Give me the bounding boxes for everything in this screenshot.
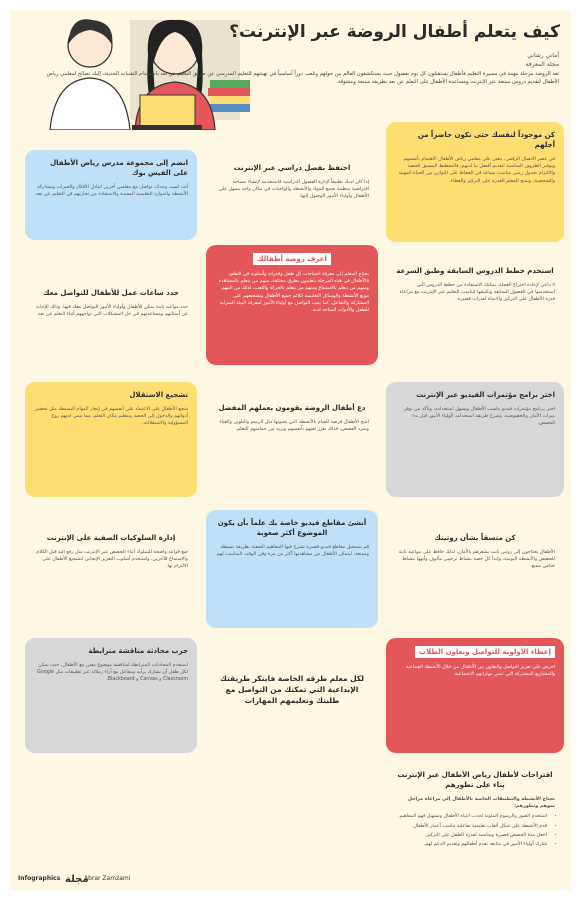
card-body: ضع قواعد واضحة للسلوك أثناء الحصص عبر الإنترنت مثل رفع اليد قبل الكلام والاستماع للآخرين، واستخدم أسلوب التعزيز الإيجابي لتشجيع الأطفال على الالتزام بها. xyxy=(36,550,188,570)
card-title: استخدم خطط الدروس السابقة وطبق السرعة xyxy=(396,267,554,275)
book-yellow xyxy=(210,96,250,104)
laptop-base xyxy=(132,125,202,130)
book-red xyxy=(208,88,250,96)
card-title: أنشئ مقاطع فيديو خاصة بك علماً بأن يكون الموضوع أكثر صعوبة xyxy=(217,519,367,537)
card-title: إعطاء الأولوية للتواصل وتعاون الطلاب xyxy=(415,646,555,658)
card-body: الأطفال يحتاجون إلى روتين ثابت يشعرهم بالأمان، لذلك حافظ على مواعيد ثابتة للحصص والأنشطة اليومية، وابدأ كل حصة بنشاط ترحيبي مألوف وأنهها بنشاط ختامي ممتع. xyxy=(398,550,555,570)
footer-label: Infographics xyxy=(18,875,61,882)
card-title: دع أطفال الروضة يقومون بعملهم المفضل xyxy=(218,404,366,412)
card-title: تشجيع الاستقلال xyxy=(129,391,188,399)
list-item: • اجعل مدة الحصص قصيرة ومناسبة لقدرة الطفل على التركيز. xyxy=(395,832,547,839)
card-be-present xyxy=(386,122,564,242)
card-body: اختر برنامج مؤتمرات فيديو يناسب الأطفال ويسهل استخدامه، وتأكد من توفر ميزات الأمان والخصوصية، وشرح طريقة استخدامه لأولياء الأمور قبل بدء الحصص. xyxy=(403,407,555,427)
card-body: استخدم المحادثات المترابطة لمناقشة موضوع معين مع الأطفال، حيث يمكن لكل طفل أن يشارك برأيه ويتفاعل مع آراء زملائه عبر تطبيقات مثل Google Classroom و Canvas و Blackboard. xyxy=(37,663,188,683)
laptop-screen xyxy=(140,95,195,127)
card-body: في عصر الاتصال الرقمي، يتعين على معلمي رياض الأطفال الاهتمام بأنفسهم وتوفير الظروف المناسبة لتقديم أفضل ما لديهم، فالتخطيط المسبق للحصة والالتزام بجدول زمني مناسب يساعد في الحفاظ على التوازن بين الحياة المهنية والشخصية، ويمنح المعلم القدرة على التركيز والعطاء. xyxy=(398,157,555,184)
author-name: أماني رشاني xyxy=(527,52,559,59)
card-title: جرب محادثة مناقشة مترابطة xyxy=(88,647,188,655)
footer-logo: مجلة xyxy=(65,874,89,885)
card-communication-priority xyxy=(386,638,564,753)
card-body: أنت لست وحدك، تواصل مع معلمين آخرين لتبادل الأفكار والخبرات ومشاركة الأنشطة والموارد التعليمية المفيدة والاستفادة من تجاربهم في التعليم عن بعد. xyxy=(34,185,188,198)
card-creative-method xyxy=(206,665,378,735)
card-body: حدد مواعيد ثابتة يمكن للأطفال وأولياء الأمور التواصل معك فيها، وذلك للإجابة عن أسئلتهم ومساعدتهم في حل المشكلات التي تواجههم أثناء التعلم عن بعد. xyxy=(36,305,188,318)
card-title: إدارة السلوكيات الصفية على الإنترنت xyxy=(46,534,176,542)
card-online-classroom xyxy=(206,155,378,235)
card-body: إذا كان لديك تطبيقاً لإدارة الفصول الدراسية فاستخدمه لإنشاء مساحة افتراضية منظمة تجمع المواد والأنشطة والواجبات في مكان واحد يسهل على الأطفال وأولياء الأمور الوصول إليها. xyxy=(218,180,369,200)
card-suggestions xyxy=(386,762,564,877)
list-item: • قدم الأنشطة على شكل ألعاب تعليمية تفاعلية تناسب أعمار الأطفال. xyxy=(395,823,547,830)
card-body: قم بتسجيل مقاطع فيديو قصيرة تشرح فيها المفاهيم الصعبة بطريقة بسيطة وممتعة، ليتمكن الأطفال من مشاهدتها أكثر من مرة وفي الوقت المناسب لهم. xyxy=(215,545,369,558)
card-behavior-management xyxy=(25,525,197,625)
card-title: لكل معلم طرقه الخاصة فابتكر طريقتك الإبداعية التي تمكنك من التواصل مع طلبتك وتعليمهم المهارات xyxy=(220,674,364,705)
card-favorite-work xyxy=(206,395,378,475)
suggestions-list xyxy=(395,813,555,848)
book-blue xyxy=(208,104,250,112)
card-create-videos xyxy=(206,510,378,628)
card-body: يحتاج المعلم إلى معرفة احتياجات كل طفل وقدراته وأسلوبه في التعلم، فالأطفال في هذه المرحلة يتعلمون بطرق مختلفة، منهم من يتعلم بالمشاهدة ومنهم من يتعلم بالاستماع ومنهم من يتعلم بالحركة واللعب، لذلك من المهم تنويع الأنشطة والوسائل التعليمية لتلائم جميع الأطفال وتشجيعهم على المشاركة والتفاعل، كما يجب التواصل مع أولياء الأمور لمعرفة البيئة المنزلية للطفل والأدوات المتاحة لديه. xyxy=(218,272,369,314)
card-body: لا داعي لإعادة اختراع العجلة، يمكنك الاستفادة من خطط الدروس التي استخدمتها في الفصول السابقة وتكييفها لتناسب التعليم عبر الإنترنت مع مراعاة قدرة الأطفال على التركيز والانتباه لفترات قصيرة. xyxy=(399,283,555,303)
card-title: انضم إلى مجموعة مدرس رياض الأطفال على الفيس بوك xyxy=(50,159,188,177)
card-title: كن موجوداً لنفسك حتى تكون حاضراً من أجلهم xyxy=(417,131,555,149)
card-office-hours xyxy=(25,280,197,350)
card-know-kindergarten xyxy=(206,245,378,365)
footer-author: Abrar Zamzami xyxy=(84,875,131,882)
card-routine xyxy=(386,525,564,625)
card-title: اختر برامج مؤتمرات الفيديو عبر الإنترنت xyxy=(416,391,555,399)
card-title: حدد ساعات عمل للأطفال للتواصل معك xyxy=(43,289,179,297)
card-title: اعرف روضة أطفالك xyxy=(253,253,331,265)
card-subtitle: تحتاج الأنشطة والتطبيقات الخاصة بالأطفال إلى مراعاة مراحل نموهم وتطورهم: xyxy=(407,797,555,810)
card-body: احرص على تعزيز التواصل والتعاون بين الأطفال من خلال الأنشطة الجماعية والمشاريع المشتركة التي تنمي مهاراتهم الاجتماعية. xyxy=(405,665,555,678)
card-threaded-discussion xyxy=(25,638,197,753)
card-body: امنح الأطفال فرصة للقيام بالأنشطة التي يحبونها مثل الرسم والتلوين والغناء وسرد القصص، فذلك يعزز ثقتهم بأنفسهم ويزيد من حماسهم للتعلم. xyxy=(219,420,369,433)
card-title: كن متسقاً بشأن روتينك xyxy=(434,534,516,542)
page-title: كيف يتعلم أطفال الروضة عبر الإنترنت؟ xyxy=(229,22,560,42)
intro-paragraph: تعد الروضة مرحلة مهمة في مسيرة التعليم فأطفال يستقبلون كل يوم بفضول حيث يستكشفون العالم من حولهم وتلعب دوراً أساسياً في تهيئتهم للتعليم المدرسي عن طريق التعليم عن بعد باستخدام التقنيات الحديثة، إليك نصائح لمعلمي رياض الأطفال لتقديم دروس ممتعة عبر الإنترنت ومساعدة الأطفال على التعلم عن بعد بطريقة ممتعة ومشوقة. xyxy=(46,71,559,85)
card-title: اقتراحات لأطفال رياض الأطفال عبر الإنترنت بناء على تطورهم xyxy=(397,771,553,789)
list-item: • شارك أولياء الأمور في متابعة تقدم أطفالهم وتقديم الدعم لهم. xyxy=(395,841,547,848)
list-item: • استخدم الصور والرسوم الملونة لجذب انتباه الأطفال وتسهيل فهم المفاهيم. xyxy=(395,813,547,820)
card-video-conference xyxy=(386,382,564,497)
card-title: احتفظ بفصل دراسي عبر الإنترنت xyxy=(233,164,351,172)
infographic-poster xyxy=(10,10,571,890)
author-org: مجلة المعرفة xyxy=(525,61,559,68)
card-previous-lessons xyxy=(386,258,564,353)
card-body: شجع الأطفال على الاعتماد على أنفسهم في إنجاز المهام البسيطة مثل تحضير أدواتهم والدخول إلى الحصة وتنظيم مكان التعلم، مما ينمي لديهم روح المسؤولية والاستقلالية. xyxy=(35,407,188,427)
card-facebook-group xyxy=(25,150,197,240)
card-independence xyxy=(25,382,197,497)
